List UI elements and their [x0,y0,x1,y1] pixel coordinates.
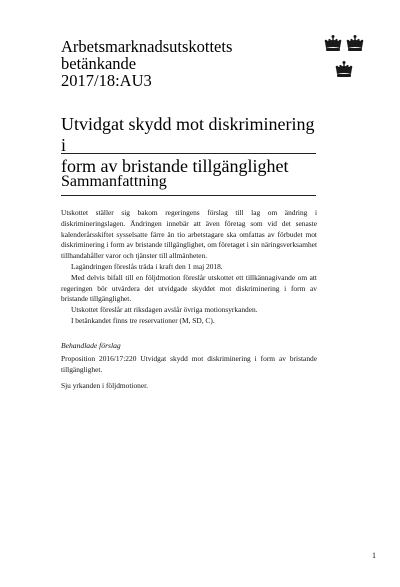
committee-name: Arbetsmarknadsutskottets betänkande [61,37,233,73]
document-title-line-1: Utvidgat skydd mot diskriminering i [61,114,315,155]
motions-text: Sju yrkanden i följdmotioner. [61,380,149,390]
summary-divider [61,195,316,196]
document-title [61,114,321,177]
committee-header [61,38,311,89]
title-divider [61,153,316,154]
summary-paragraph: Med delvis bifall till en följdmotion föreslår utskottet ett tillkännagivande om att regeringen bör utvärdera det utvidgade skyddet mot diskriminering i form av bristande tillgänglighet. [61,272,317,304]
three-crowns-icon [322,33,368,81]
summary-paragraph: I betänkandet finns tre reservationer (M, SD, C). [71,315,215,325]
document-title-line-2: form av bristande tillgänglighet [61,156,289,176]
summary-paragraph: Utskottet ställer sig bakom regeringens förslag till lag om ändring i diskrimineringslagen. Ändringen innebär att även företag som vid det senaste kalenderårsskiftet sysselsatte färre än tio arbetstagare ska omfattas av förbudet mot diskriminering i form av bristande tillgänglighet, om företaget i sin näringsverksamhet tillhandahåller varor och tjänster till allmänheten. [61,208,317,261]
proposition-text: Proposition 2016/17:220 Utvidgat skydd mot diskriminering i form av bristande tillgänglighet. [61,354,317,374]
summary-heading: Sammanfattning [61,173,167,190]
treated-proposals-heading: Behandlade förslag [61,341,121,350]
report-id: 2017/18:AU3 [61,71,152,90]
page-number: 1 [372,551,376,560]
treated-proposals-body [61,354,317,391]
summary-paragraph: Lagändringen föreslås träda i kraft den 1 maj 2018. [71,261,223,271]
summary-body [61,208,317,327]
summary-paragraph: Utskottet föreslår att riksdagen avslår övriga motionsyrkanden. [71,305,258,315]
